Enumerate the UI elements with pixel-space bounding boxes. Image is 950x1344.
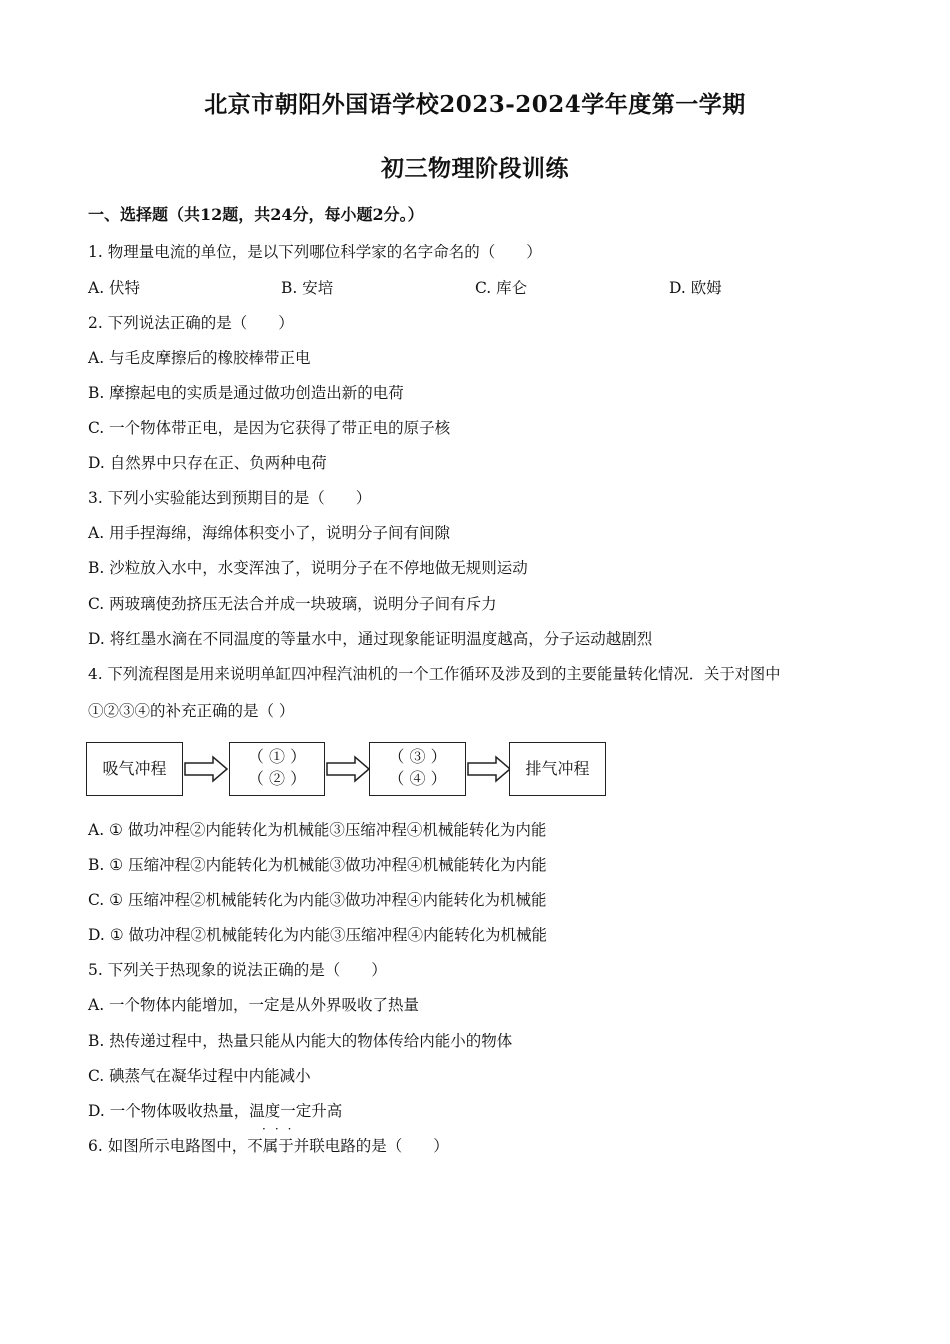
- q2-option-d: D. 自然界中只存在正、负两种电荷: [88, 454, 327, 472]
- q4-stem-line1: 4. 下列流程图是用来说明单缸四冲程汽油机的一个工作循环及涉及到的主要能量转化情况．关于对图中: [88, 665, 781, 683]
- q1-option-b: B. 安培: [281, 279, 334, 297]
- q1-option-c: C. 库仑: [475, 279, 528, 297]
- q1-stem: 1. 物理量电流的单位，是以下列哪位科学家的名字命名的（ ）: [88, 243, 542, 261]
- flow-box-exhaust: [509, 742, 606, 796]
- q5-stem: 5. 下列关于热现象的说法正确的是（ ）: [88, 961, 387, 979]
- emphasis-dots: ···: [262, 1122, 301, 1136]
- q3-option-a: A. 用手捏海绵，海绵体积变小了，说明分子间有间隙: [88, 524, 451, 542]
- flow-arrow-2: [325, 755, 371, 783]
- q1-option-d: D. 欧姆: [669, 279, 722, 297]
- flow-arrow-1: [183, 755, 229, 783]
- q4-option-b: B. ① 压缩冲程②内能转化为机械能③做功冲程④机械能转化为内能: [88, 856, 547, 874]
- q4-option-d: D. ① 做功冲程②机械能转化为内能③压缩冲程④内能转化为机械能: [88, 926, 548, 944]
- flow-exhaust-label: 排气冲程: [525, 759, 590, 778]
- flow-box-2: [229, 742, 325, 796]
- flow-box3-bottom: （ ④ ）: [388, 769, 447, 788]
- flow-intake-label: 吸气冲程: [102, 759, 167, 778]
- q2-option-c: C. 一个物体带正电，是因为它获得了带正电的原子核: [88, 419, 451, 437]
- flow-box3-top: （ ③ ）: [388, 747, 447, 766]
- q3-option-c: C. 两玻璃使劲挤压无法合并成一块玻璃，说明分子间有斥力: [88, 595, 497, 613]
- q4-stem-line2: ①②③④的补充正确的是（ ）: [88, 702, 295, 720]
- q3-option-d: D. 将红墨水滴在不同温度的等量水中，通过现象能证明温度越高，分子运动越剧烈: [88, 630, 653, 648]
- q2-option-a: A. 与毛皮摩擦后的橡胶棒带正电: [88, 349, 311, 367]
- q2-stem: 2. 下列说法正确的是（ ）: [88, 314, 294, 332]
- flow-box2-bottom: （ ② ）: [247, 769, 307, 788]
- q4-option-c: C. ① 压缩冲程②机械能转化为内能③做功冲程④内能转化为机械能: [88, 891, 547, 909]
- flow-box2-top: （ ① ）: [247, 747, 307, 766]
- flow-arrow-3: [466, 755, 512, 783]
- flow-box-3: [369, 742, 466, 796]
- section-heading: 一、选择题（共12题，共24分，每小题2分。）: [88, 205, 424, 224]
- q5-option-a: A. 一个物体内能增加，一定是从外界吸收了热量: [88, 996, 420, 1014]
- q3-stem: 3. 下列小实验能达到预期目的是（ ）: [88, 489, 372, 507]
- q5-option-c: C. 碘蒸气在凝华过程中内能减小: [88, 1067, 311, 1085]
- q1-option-a: A. 伏特: [88, 279, 141, 297]
- q5-option-d: D. 一个物体吸收热量，温度一定升高: [88, 1102, 343, 1120]
- exam-subtitle: 初三物理阶段训练: [381, 155, 569, 182]
- q6-stem: 6. 如图所示电路图中，不属于并联电路的是（ ）: [88, 1137, 449, 1155]
- q2-option-b: B. 摩擦起电的实质是通过做功创造出新的电荷: [88, 384, 404, 402]
- flow-box-intake: [86, 742, 183, 796]
- q3-option-b: B. 沙粒放入水中，水变浑浊了，说明分子在不停地做无规则运动: [88, 559, 528, 577]
- q4-option-a: A. ① 做功冲程②内能转化为机械能③压缩冲程④机械能转化为内能: [88, 821, 547, 839]
- q5-option-b: B. 热传递过程中，热量只能从内能大的物体传给内能小的物体: [88, 1032, 513, 1050]
- exam-title: 北京市朝阳外国语学校2023-2024学年度第一学期: [204, 91, 746, 118]
